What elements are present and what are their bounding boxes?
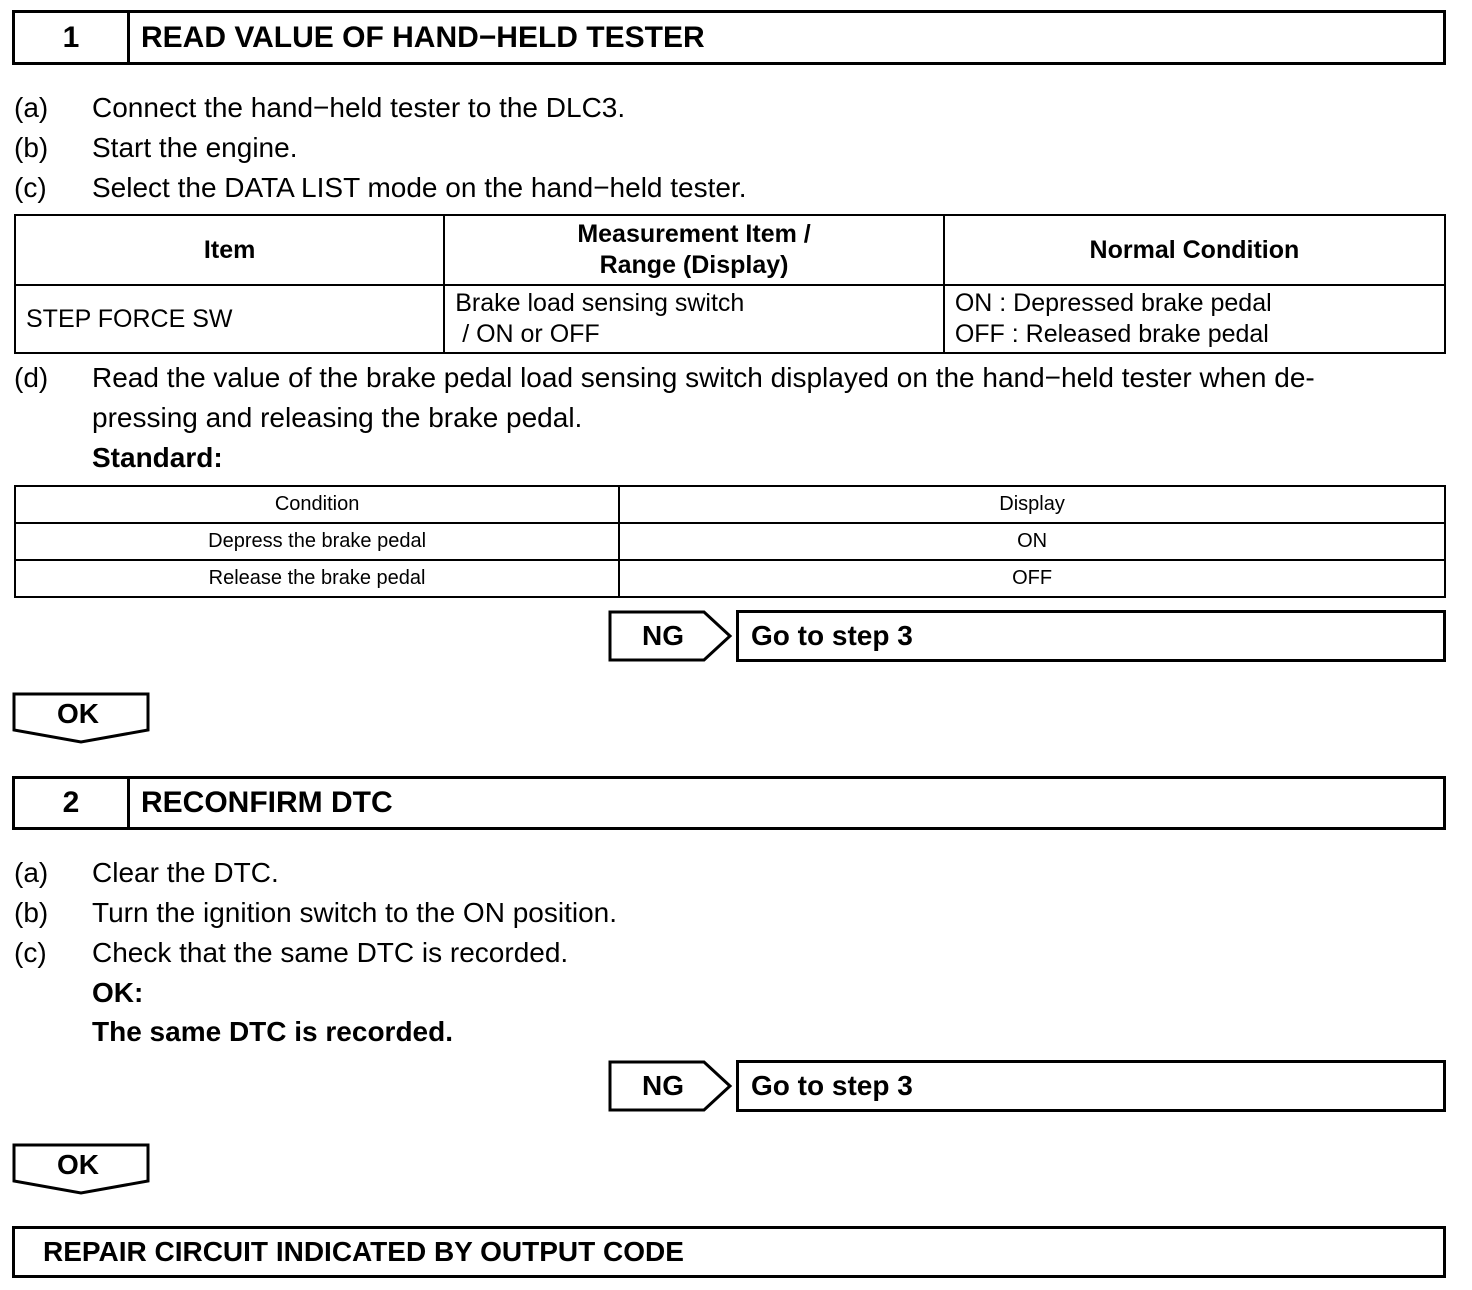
instruction-b [14, 128, 297, 168]
instruction-label: (b) [14, 132, 49, 163]
header-item: Item [15, 215, 444, 285]
step-title: RECONFIRM DTC [141, 786, 393, 819]
cell-measurement-line1: Brake load sensing switch [455, 289, 745, 317]
ng-label: NG [642, 1070, 684, 1101]
instruction-c [14, 168, 747, 208]
step-1-header [12, 10, 1446, 65]
step-2-header [12, 776, 1446, 830]
ok-statement: The same DTC is recorded. [92, 1016, 454, 1047]
instruction-a [14, 88, 625, 128]
table-row [15, 523, 1445, 560]
instruction-text: Select the DATA LIST mode on the hand−held tester. [92, 172, 747, 203]
cell-measurement-line2: / ON or OFF [455, 320, 600, 348]
header-measurement-line2: Range (Display) [599, 251, 789, 279]
instruction-d-continued: pressing and releasing the brake pedal. [92, 402, 583, 433]
instruction-label: (b) [14, 897, 49, 928]
go-to-step-box[interactable]: Go to step 3 [736, 610, 1446, 662]
header-normal-condition: Normal Condition [944, 215, 1445, 285]
ok-label: OK [57, 1149, 99, 1180]
standard-label: Standard: [92, 442, 223, 473]
instruction-label: (c) [14, 937, 47, 968]
cell-display: OFF [619, 560, 1445, 597]
header-display: Display [619, 486, 1445, 523]
cell-condition: Depress the brake pedal [15, 523, 619, 560]
go-to-step-box[interactable]: Go to step 3 [736, 1060, 1446, 1112]
step-number: 2 [15, 779, 130, 827]
ok-heading: OK: [92, 977, 144, 1008]
cell-normal-condition [944, 285, 1445, 353]
ok-arrow-step1[interactable] [12, 692, 150, 744]
instruction-label: (a) [14, 857, 49, 888]
instruction-text-line1: Read the value of the brake pedal load sensing switch displayed on the hand−held tester when de- [92, 362, 1315, 393]
cell-display: ON [619, 523, 1445, 560]
header-measurement-line1: Measurement Item / [577, 220, 811, 248]
cell-item: STEP FORCE SW [15, 285, 444, 353]
table-row [15, 285, 1445, 353]
instruction-text: Connect the hand−held tester to the DLC3. [92, 92, 626, 123]
instruction-text: Check that the same DTC is recorded. [92, 937, 569, 968]
data-list-table [14, 214, 1446, 354]
standard-table [14, 485, 1446, 598]
table-header-row [15, 486, 1445, 523]
ok-label: OK [57, 698, 99, 729]
repair-circuit-box [12, 1226, 1446, 1278]
ng-arrow-step2[interactable] [608, 1060, 734, 1112]
instruction-label: (c) [14, 172, 47, 203]
instruction-d [14, 358, 1315, 398]
repair-title: REPAIR CIRCUIT INDICATED BY OUTPUT CODE [43, 1236, 684, 1267]
instruction-text: Start the engine. [92, 132, 298, 163]
instruction-label: (a) [14, 92, 49, 123]
ng-arrow-step1[interactable] [608, 610, 734, 662]
step-number: 1 [15, 13, 130, 62]
header-measurement [444, 215, 944, 285]
ng-label: NG [642, 620, 684, 651]
instruction-a [14, 853, 279, 893]
cell-condition-line1: ON : Depressed brake pedal [954, 289, 1272, 317]
table-row [15, 560, 1445, 597]
instruction-label: (d) [14, 362, 49, 393]
step-title: READ VALUE OF HAND−HELD TESTER [141, 20, 705, 54]
ok-arrow-step2[interactable] [12, 1143, 150, 1195]
instruction-c [14, 933, 568, 973]
instruction-text: Turn the ignition switch to the ON position. [92, 897, 617, 928]
instruction-text: Clear the DTC. [92, 857, 279, 888]
instruction-b [14, 893, 617, 933]
cell-condition: Release the brake pedal [15, 560, 619, 597]
cell-measurement [444, 285, 944, 353]
header-condition: Condition [15, 486, 619, 523]
cell-condition-line2: OFF : Released brake pedal [954, 320, 1269, 348]
